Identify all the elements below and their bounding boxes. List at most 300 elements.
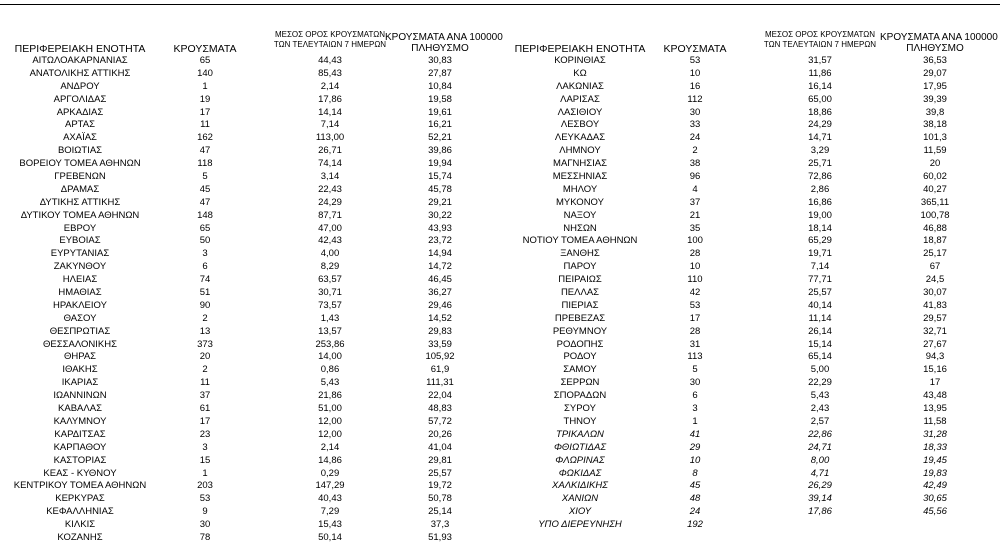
cases-cell: 33 — [689, 119, 701, 131]
rate-cell: 19,61 — [428, 106, 452, 118]
rate-cell: 39,39 — [923, 93, 947, 105]
rate-cell: 18,87 — [923, 235, 947, 247]
rate-cell: 14,72 — [428, 261, 452, 273]
cases-cell: 8 — [692, 467, 698, 479]
cases-cell: 47 — [199, 196, 211, 208]
table-row — [500, 261, 1000, 274]
rate-cell: 19,58 — [428, 93, 452, 105]
avg-cell: 26,29 — [808, 480, 832, 492]
cases-cell: 31 — [689, 338, 701, 350]
region-cell: ΛΗΜΝΟΥ — [559, 145, 601, 157]
cases-cell: 17 — [199, 415, 211, 427]
cases-cell: 23 — [199, 428, 211, 440]
region-cell: ΑΝΑΤΟΛΙΚΗΣ ΑΤΤΙΚΗΣ — [29, 67, 131, 79]
rate-cell: 29,83 — [428, 325, 452, 337]
table-row — [0, 364, 500, 377]
table-row — [0, 248, 500, 261]
cases-cell: 112 — [687, 93, 703, 105]
rate-cell: 36,27 — [428, 287, 452, 299]
rate-cell: 45,56 — [923, 506, 947, 518]
table-row — [0, 377, 500, 390]
avg-cell: 13,57 — [318, 325, 342, 337]
avg-cell: 50,14 — [318, 531, 342, 543]
region-cell: ΙΘΑΚΗΣ — [62, 364, 98, 376]
table-row — [500, 480, 1000, 493]
rate-cell: 27,67 — [923, 338, 947, 350]
table-row — [0, 351, 500, 364]
rate-cell: 39,8 — [925, 106, 945, 118]
cases-cell: 1 — [692, 415, 698, 427]
cases-cell: 20 — [199, 351, 211, 363]
rate-cell: 50,78 — [428, 493, 452, 505]
cases-cell: 28 — [689, 325, 701, 337]
cases-cell: 30 — [199, 519, 211, 531]
rate-cell: 29,46 — [428, 299, 452, 311]
cases-cell: 192 — [687, 519, 703, 531]
table-row — [500, 145, 1000, 158]
region-cell: ΛΑΣΙΘΙΟΥ — [557, 106, 603, 118]
cases-cell: 42 — [689, 287, 701, 299]
rate-cell: 67 — [929, 261, 941, 273]
table-row — [500, 184, 1000, 197]
table-row — [500, 429, 1000, 442]
avg-cell: 17,86 — [318, 93, 342, 105]
cases-cell: 17 — [199, 106, 211, 118]
rate-cell: 29,21 — [428, 196, 452, 208]
region-cell: ΜΥΚΟΝΟΥ — [556, 196, 604, 208]
avg-cell: 8,29 — [320, 261, 340, 273]
rate-cell: 29,57 — [923, 312, 947, 324]
cases-cell: 45 — [689, 480, 701, 492]
table-row — [500, 94, 1000, 107]
region-cell: ΗΛΕΙΑΣ — [62, 274, 98, 286]
cases-cell: 110 — [687, 274, 703, 286]
region-cell: ΑΡΚΑΔΙΑΣ — [56, 106, 104, 118]
region-cell: ΑΝΔΡΟΥ — [60, 80, 100, 92]
cases-cell: 61 — [199, 403, 211, 415]
table-row — [0, 68, 500, 81]
cases-cell: 11 — [200, 119, 210, 131]
header-region: ΠΕΡΙΦΕΡΕΙΑΚΗ ΕΝΟΤΗΤΑ — [14, 43, 146, 55]
avg-cell: 7,14 — [320, 119, 340, 131]
avg-cell: 11,14 — [808, 312, 832, 324]
avg-cell: 24,29 — [318, 196, 342, 208]
region-cell: ΚΟΖΑΝΗΣ — [57, 531, 103, 543]
avg-cell: 21,86 — [318, 390, 342, 402]
rate-cell: 20,26 — [428, 428, 452, 440]
rate-cell: 20 — [929, 158, 941, 170]
table-row — [0, 442, 500, 455]
region-cell: ΣΕΡΡΩΝ — [560, 377, 600, 389]
rate-cell: 11,58 — [923, 415, 947, 427]
region-cell: ΜΕΣΣΗΝΙΑΣ — [552, 171, 608, 183]
avg-cell: 31,57 — [808, 55, 832, 66]
avg-cell: 25,71 — [808, 158, 832, 170]
rate-cell: 15,74 — [428, 171, 452, 183]
rate-cell: 19,72 — [428, 480, 452, 492]
cases-cell: 10 — [689, 67, 701, 79]
table-row — [0, 339, 500, 352]
table-row — [0, 326, 500, 339]
region-cell: ΛΑΡΙΣΑΣ — [560, 93, 600, 105]
table-row — [500, 210, 1000, 223]
table-row — [0, 519, 500, 532]
rate-cell: 11,59 — [923, 145, 947, 157]
cases-cell: 11 — [200, 377, 210, 389]
cases-cell: 2 — [202, 312, 208, 324]
avg-cell: 73,57 — [318, 299, 342, 311]
table-row — [500, 68, 1000, 81]
table-row — [500, 416, 1000, 429]
region-cell: ΔΥΤΙΚΟΥ ΤΟΜΕΑ ΑΘΗΝΩΝ — [20, 209, 140, 221]
region-cell: ΛΕΣΒΟΥ — [560, 119, 600, 131]
rate-cell: 30,22 — [428, 209, 452, 221]
avg-cell: 40,43 — [318, 493, 342, 505]
cases-cell: 3 — [692, 403, 698, 415]
table-row — [0, 132, 500, 145]
region-cell: ΗΡΑΚΛΕΙΟΥ — [53, 299, 107, 311]
table-row — [0, 403, 500, 416]
cases-cell: 51 — [199, 287, 211, 299]
table-row — [500, 506, 1000, 519]
region-cell: ΛΑΚΩΝΙΑΣ — [556, 80, 604, 92]
header-cases: ΚΡΟΥΣΜΑΤΑ — [663, 43, 727, 55]
cases-cell: 10 — [689, 454, 701, 466]
header-avg-7-days — [755, 30, 885, 50]
region-cell: ΑΡΓΟΛΙΔΑΣ — [53, 93, 107, 105]
rate-cell: 29,81 — [428, 454, 452, 466]
rate-cell: 18,33 — [923, 441, 947, 453]
rate-cell: 25,14 — [428, 506, 452, 518]
cases-cell: 35 — [689, 222, 701, 234]
avg-cell: 7,29 — [320, 506, 340, 518]
cases-cell: 47 — [199, 145, 211, 157]
table-row — [500, 313, 1000, 326]
table-row — [0, 171, 500, 184]
table-row — [500, 300, 1000, 313]
table-row — [500, 235, 1000, 248]
header-rate-line1: ΚΡΟΥΣΜΑΤΑ ΑΝΑ 100000 — [880, 32, 998, 43]
cases-cell: 203 — [197, 480, 213, 492]
cases-cell: 78 — [199, 531, 211, 543]
region-cell: ΠΙΕΡΙΑΣ — [561, 299, 599, 311]
rate-cell: 36,53 — [923, 55, 947, 66]
avg-cell: 11,86 — [808, 67, 832, 79]
header-rate-line2: ΠΛΗΘΥΣΜΟ — [411, 43, 469, 54]
region-cell: ΝΟΤΙΟΥ ΤΟΜΕΑ ΑΘΗΝΩΝ — [522, 235, 638, 247]
table-row — [0, 107, 500, 120]
region-cell: ΜΑΓΝΗΣΙΑΣ — [553, 158, 607, 170]
rate-cell: 22,04 — [428, 390, 452, 402]
rate-cell: 30,07 — [923, 287, 947, 299]
avg-cell: 5,43 — [810, 390, 830, 402]
cases-cell: 74 — [199, 274, 211, 286]
rate-cell: 16,21 — [428, 119, 452, 131]
avg-cell: 24,29 — [808, 119, 832, 131]
avg-cell: 4,00 — [320, 248, 340, 260]
cases-cell: 50 — [199, 235, 211, 247]
region-cell: ΚΑΣΤΟΡΙΑΣ — [53, 454, 107, 466]
avg-cell: 16,86 — [808, 196, 832, 208]
table-row — [0, 493, 500, 506]
table-row — [0, 94, 500, 107]
rate-cell: 43,93 — [428, 222, 452, 234]
avg-cell: 15,43 — [318, 519, 342, 531]
table-row — [0, 235, 500, 248]
cases-cell: 21 — [689, 209, 701, 221]
region-cell: ΕΒΡΟΥ — [63, 222, 97, 234]
avg-cell: 40,14 — [808, 299, 832, 311]
cases-cell: 3 — [202, 441, 208, 453]
cases-cell: 13 — [199, 325, 211, 337]
region-cell: ΒΟΙΩΤΙΑΣ — [57, 145, 103, 157]
region-cell: ΠΕΙΡΑΙΩΣ — [558, 274, 602, 286]
rate-cell: 14,94 — [428, 248, 452, 260]
cases-cell: 41 — [689, 428, 701, 440]
table-row — [500, 519, 1000, 532]
table-row — [500, 455, 1000, 468]
region-cell: ΜΗΛΟΥ — [562, 183, 598, 195]
region-cell: ΡΟΔΟΥ — [563, 351, 597, 363]
avg-cell: 2,57 — [810, 415, 830, 427]
avg-cell: 18,14 — [808, 222, 832, 234]
region-cell: ΚΩ — [573, 67, 587, 79]
region-cell: ΚΑΡΔΙΤΣΑΣ — [54, 428, 106, 440]
table-row — [0, 81, 500, 94]
rate-cell: 30,65 — [923, 493, 947, 505]
avg-cell: 12,00 — [318, 415, 342, 427]
region-cell: ΤΗΝΟΥ — [563, 415, 597, 427]
region-cell: ΚΕΝΤΡΙΚΟΥ ΤΟΜΕΑ ΑΘΗΝΩΝ — [13, 480, 147, 492]
rate-cell: 29,07 — [923, 67, 947, 79]
avg-cell: 18,86 — [808, 106, 832, 118]
avg-cell: 5,43 — [320, 377, 340, 389]
region-cell: ΡΕΘΥΜΝΟΥ — [552, 325, 608, 337]
region-cell: ΧΙΟΥ — [568, 506, 592, 518]
cases-cell: 19 — [199, 93, 211, 105]
avg-cell: 65,29 — [808, 235, 832, 247]
table-row — [500, 403, 1000, 416]
header-rate-per-100k — [385, 32, 503, 54]
table-row — [0, 416, 500, 429]
region-cell: ΝΑΞΟΥ — [563, 209, 597, 221]
avg-cell: 4,71 — [810, 467, 830, 479]
avg-cell: 3,14 — [320, 171, 340, 183]
region-cell: ΝΗΣΩΝ — [563, 222, 597, 234]
table-row — [0, 506, 500, 519]
table-row — [0, 274, 500, 287]
region-cell: ΗΜΑΘΙΑΣ — [58, 287, 102, 299]
table-row — [500, 287, 1000, 300]
region-cell: ΣΑΜΟΥ — [563, 364, 597, 376]
region-cell: ΦΛΩΡΙΝΑΣ — [555, 454, 605, 466]
region-cell: ΠΑΡΟΥ — [563, 261, 597, 273]
cases-cell: 2 — [692, 145, 698, 157]
region-cell: ΘΑΣΟΥ — [63, 312, 97, 324]
cases-cell: 6 — [692, 390, 698, 402]
region-cell: ΠΡΕΒΕΖΑΣ — [554, 312, 606, 324]
table-row — [0, 480, 500, 493]
avg-cell: 147,29 — [315, 480, 345, 492]
avg-cell: 26,71 — [318, 145, 342, 157]
header-rate-line1: ΚΡΟΥΣΜΑΤΑ ΑΝΑ 100000 — [385, 32, 503, 43]
table-row — [500, 377, 1000, 390]
table-row — [500, 248, 1000, 261]
region-cell: ΔΥΤΙΚΗΣ ΑΤΤΙΚΗΣ — [39, 196, 121, 208]
avg-cell: 65,14 — [808, 351, 832, 363]
table-row — [500, 171, 1000, 184]
cases-cell: 5 — [202, 171, 208, 183]
rate-cell: 30,83 — [428, 55, 452, 66]
right-table-body — [500, 55, 1000, 532]
table-row — [0, 390, 500, 403]
rate-cell: 25,17 — [923, 248, 947, 260]
table-row — [0, 223, 500, 236]
rate-cell: 13,95 — [923, 403, 947, 415]
avg-cell: 19,71 — [808, 248, 832, 260]
cases-cell: 30 — [689, 106, 701, 118]
table-row — [0, 429, 500, 442]
table-row — [500, 223, 1000, 236]
avg-cell: 14,86 — [318, 454, 342, 466]
avg-cell: 2,43 — [810, 403, 830, 415]
cases-cell: 45 — [199, 183, 211, 195]
avg-cell: 74,14 — [318, 158, 342, 170]
header-region: ΠΕΡΙΦΕΡΕΙΑΚΗ ΕΝΟΤΗΤΑ — [514, 43, 646, 55]
avg-cell: 2,86 — [810, 183, 830, 195]
rate-cell: 100,78 — [920, 209, 950, 221]
table-row — [0, 287, 500, 300]
rate-cell: 17,95 — [923, 80, 947, 92]
header-avg-7-days — [265, 30, 395, 50]
region-cell: ΑΡΤΑΣ — [65, 119, 95, 131]
region-cell: ΚΟΡΙΝΘΙΑΣ — [554, 55, 606, 66]
rate-cell: 41,83 — [923, 299, 947, 311]
cases-cell: 10 — [689, 261, 701, 273]
region-cell: ΘΕΣΣΑΛΟΝΙΚΗΣ — [43, 338, 117, 350]
cases-cell: 1 — [202, 80, 208, 92]
avg-cell: 17,86 — [808, 506, 832, 518]
region-cell: ΚΕΦΑΛΛΗΝΙΑΣ — [46, 506, 114, 518]
cases-cell: 90 — [199, 299, 211, 311]
avg-cell: 22,43 — [318, 183, 342, 195]
avg-cell: 253,86 — [315, 338, 345, 350]
region-cell: ΘΗΡΑΣ — [63, 351, 97, 363]
avg-cell: 25,57 — [808, 287, 832, 299]
avg-cell: 15,14 — [808, 338, 832, 350]
rate-cell: 94,3 — [925, 351, 945, 363]
cases-cell: 9 — [202, 506, 208, 518]
table-row — [0, 55, 500, 68]
header-cases: ΚΡΟΥΣΜΑΤΑ — [173, 43, 237, 55]
region-cell: ΤΡΙΚΑΛΩΝ — [556, 428, 604, 440]
avg-cell: 5,00 — [810, 364, 830, 376]
table-row — [0, 313, 500, 326]
avg-cell: 0,29 — [320, 467, 340, 479]
rate-cell: 17 — [929, 377, 941, 389]
region-cell: ΧΑΝΙΩΝ — [561, 493, 599, 505]
rate-cell: 19,94 — [428, 158, 452, 170]
rate-cell: 27,87 — [428, 67, 452, 79]
cases-cell: 53 — [689, 299, 701, 311]
region-cell: ΓΡΕΒΕΝΩΝ — [54, 171, 106, 183]
cases-cell: 53 — [199, 493, 211, 505]
avg-cell: 8,00 — [810, 454, 830, 466]
region-cell: ΒΟΡΕΙΟΥ ΤΟΜΕΑ ΑΘΗΝΩΝ — [19, 158, 141, 170]
avg-cell: 0,86 — [320, 364, 340, 376]
avg-cell: 42,43 — [318, 235, 342, 247]
cases-cell: 100 — [687, 235, 703, 247]
cases-cell: 140 — [197, 67, 213, 79]
avg-cell: 47,00 — [318, 222, 342, 234]
cases-cell: 65 — [199, 222, 211, 234]
region-cell: ΚΙΛΚΙΣ — [64, 519, 96, 531]
table-row — [0, 300, 500, 313]
region-cell: ΧΑΛΚΙΔΙΚΗΣ — [552, 480, 608, 492]
region-cell: ΠΕΛΛΑΣ — [560, 287, 600, 299]
header-avg-line2: ΤΩΝ ΤΕΛΕΥΤΑΙΩΝ 7 ΗΜΕΡΩΝ — [273, 40, 387, 49]
rate-cell: 111,31 — [426, 377, 454, 389]
avg-cell: 14,00 — [318, 351, 342, 363]
region-cell: ΑΧΑΪΑΣ — [63, 132, 97, 144]
rate-cell: 60,02 — [923, 171, 947, 183]
avg-cell: 51,00 — [318, 403, 342, 415]
table-row — [500, 132, 1000, 145]
avg-cell: 12,00 — [318, 428, 342, 440]
table-row — [500, 364, 1000, 377]
cases-cell: 3 — [202, 248, 208, 260]
avg-cell: 19,00 — [808, 209, 832, 221]
cases-cell: 24 — [689, 132, 701, 144]
rate-cell: 37,3 — [430, 519, 450, 531]
cases-cell: 4 — [692, 183, 698, 195]
header-rate-per-100k — [880, 32, 998, 54]
table-row — [0, 158, 500, 171]
region-cell: ΚΕΑΣ - ΚΥΘΝΟΥ — [43, 467, 117, 479]
avg-cell: 1,43 — [320, 312, 340, 324]
avg-cell: 63,57 — [318, 274, 342, 286]
cases-cell: 28 — [689, 248, 701, 260]
avg-cell: 30,71 — [318, 287, 342, 299]
region-cell: ΚΑΛΥΜΝΟΥ — [53, 415, 107, 427]
cases-cell: 53 — [689, 55, 701, 66]
rate-cell: 365,11 — [920, 196, 950, 208]
table-row — [500, 326, 1000, 339]
table-row — [0, 468, 500, 481]
cases-cell: 1 — [202, 467, 208, 479]
region-cell: ΘΕΣΠΡΩΤΙΑΣ — [49, 325, 111, 337]
avg-cell: 85,43 — [318, 67, 342, 79]
region-cell: ΛΕΥΚΑΔΑΣ — [554, 132, 606, 144]
region-cell: ΦΘΙΩΤΙΔΑΣ — [553, 441, 607, 453]
table-row — [500, 493, 1000, 506]
table-row — [0, 261, 500, 274]
right-table — [500, 0, 1000, 546]
rate-cell: 23,72 — [428, 235, 452, 247]
avg-cell: 65,00 — [808, 93, 832, 105]
avg-cell: 39,14 — [808, 493, 832, 505]
rate-cell: 45,78 — [428, 183, 452, 195]
avg-cell: 16,14 — [808, 80, 832, 92]
rate-cell: 40,27 — [923, 183, 947, 195]
table-row — [0, 197, 500, 210]
table-row — [500, 442, 1000, 455]
avg-cell: 26,14 — [808, 325, 832, 337]
rate-cell: 10,84 — [428, 80, 452, 92]
rate-cell: 38,18 — [923, 119, 947, 131]
cases-cell: 17 — [689, 312, 701, 324]
table-row — [0, 184, 500, 197]
